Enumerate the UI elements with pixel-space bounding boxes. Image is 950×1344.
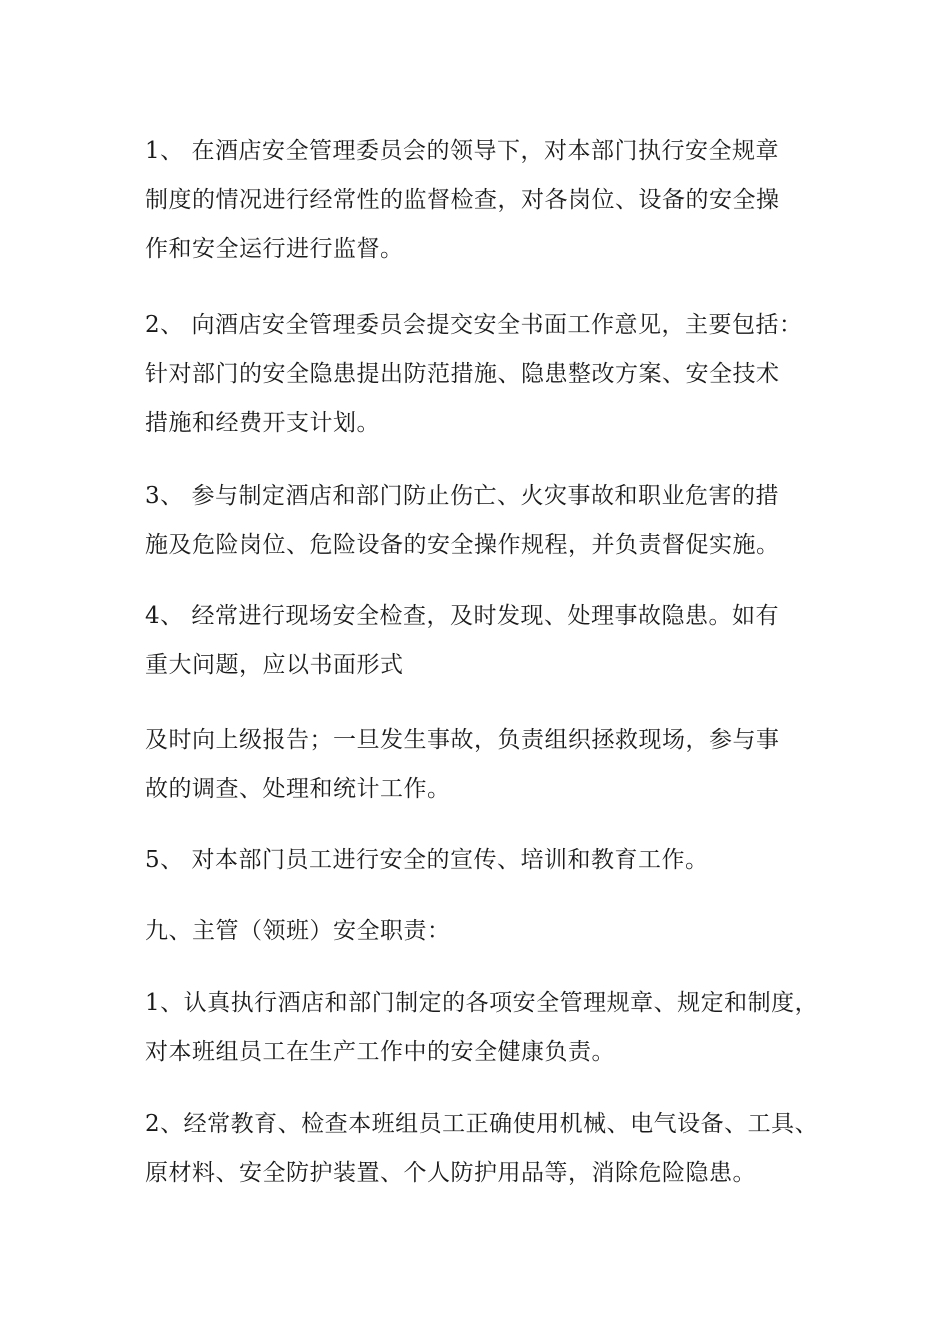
text-line: 2、 向酒店安全管理委员会提交安全书面工作意见，主要包括： [145,312,803,338]
paragraph-duty-4 [145,592,835,690]
text-line: 2、经常教育、检查本班组员工正确使用机械、电气设备、工具、 [145,1111,819,1137]
text-line: 及时向上级报告；一旦发生事故，负责组织拯救现场，参与事 [145,727,780,753]
text-line: 1、认真执行酒店和部门制定的各项安全管理规章、规定和制度， [145,990,819,1016]
paragraph-duty-4-continued [145,716,835,814]
text-line: 故的调查、处理和统计工作。 [145,776,451,802]
text-line: 施及危险岗位、危险设备的安全操作规程，并负责督促实施。 [145,532,780,558]
paragraph-duty-5 [145,836,835,885]
text-line: 措施和经费开支计划。 [145,410,380,436]
section-heading [145,907,835,956]
text-line: 5、 对本部门员工进行安全的宣传、培训和教育工作。 [145,847,709,873]
section-heading-text: 九、主管（领班）安全职责： [145,918,451,944]
text-line: 4、 经常进行现场安全检查，及时发现、处理事故隐患。如有 [145,603,779,629]
paragraph-duty-2 [145,301,835,448]
text-line: 对本班组员工在生产工作中的安全健康负责。 [145,1039,615,1065]
paragraph-duty-1 [145,127,835,274]
text-line: 重大问题，应以书面形式 [145,652,404,678]
paragraph-duty-3 [145,472,835,570]
text-line: 原材料、安全防护装置、个人防护用品等，消除危险隐患。 [145,1160,756,1186]
text-line: 制度的情况进行经常性的监督检查，对各岗位、设备的安全操 [145,187,780,213]
paragraph-supervisor-duty-2 [145,1100,835,1198]
text-line: 针对部门的安全隐患提出防范措施、隐患整改方案、安全技术 [145,361,780,387]
text-line: 作和安全运行进行监督。 [145,236,404,262]
text-line: 3、 参与制定酒店和部门防止伤亡、火灾事故和职业危害的措 [145,483,779,509]
text-line: 1、 在酒店安全管理委员会的领导下，对本部门执行安全规章 [145,138,779,164]
paragraph-supervisor-duty-1 [145,979,835,1077]
